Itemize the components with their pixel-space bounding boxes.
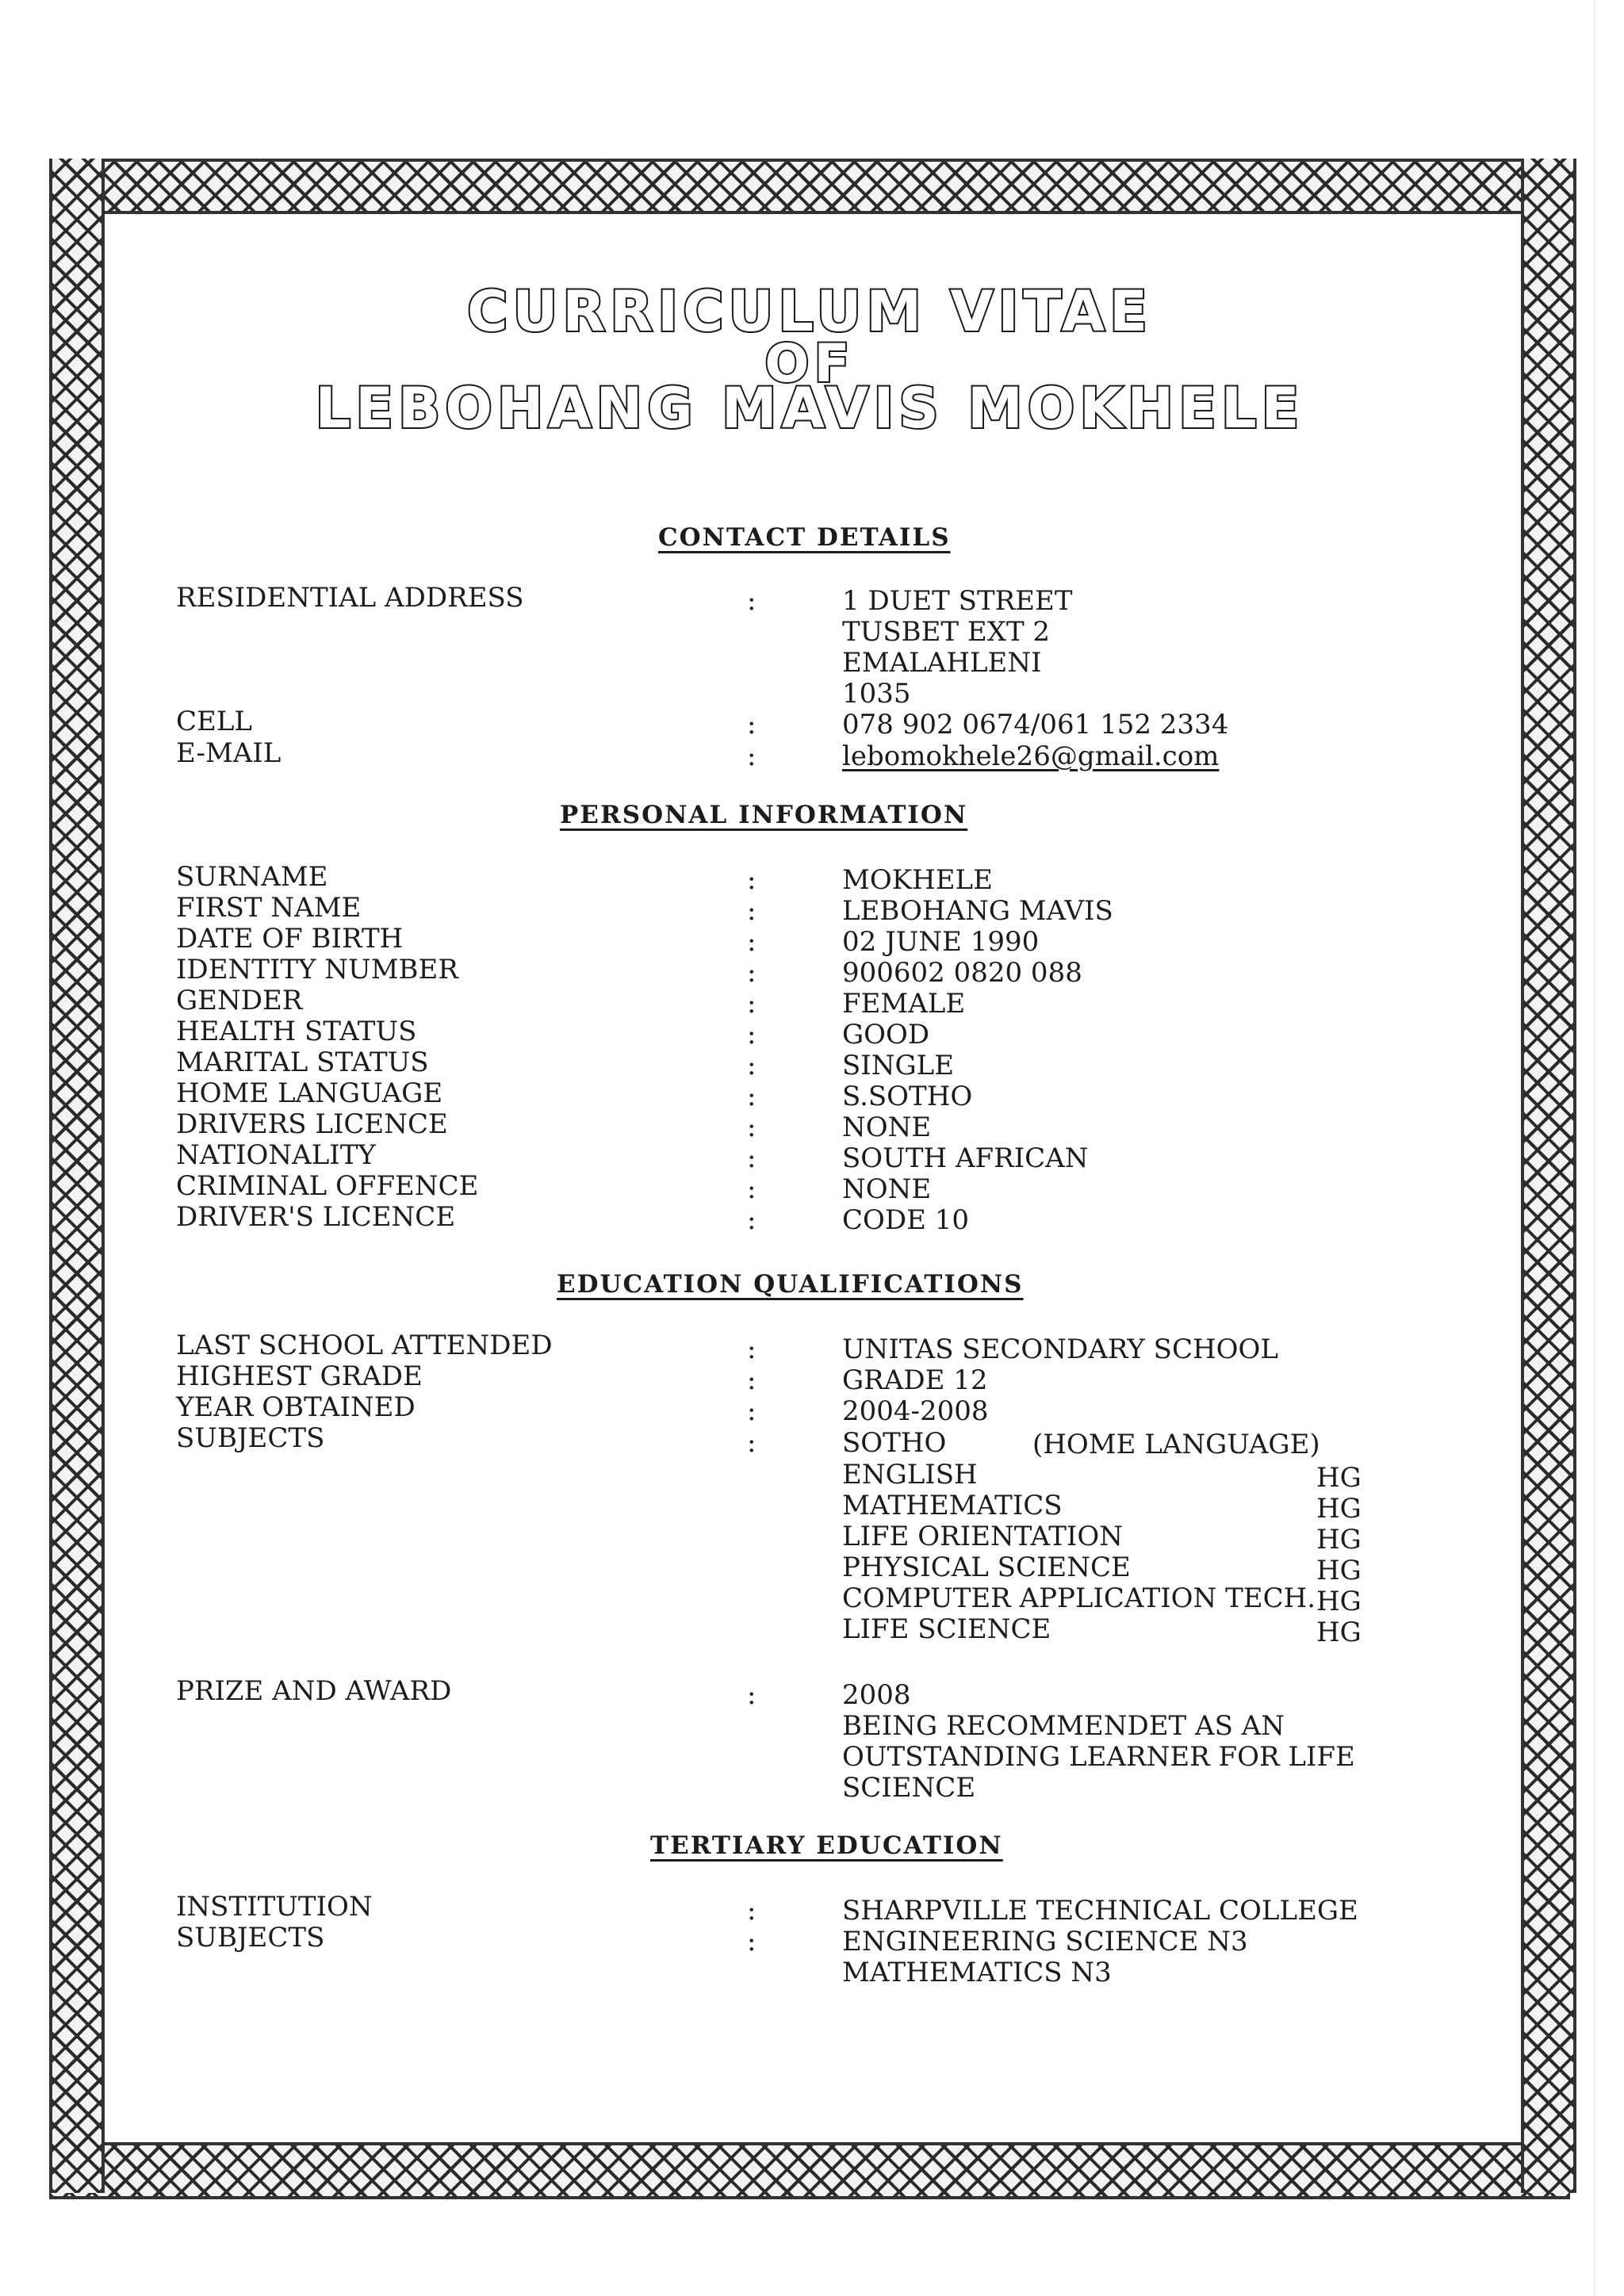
year-label: YEAR OBTAINED (176, 1391, 416, 1423)
personal-label: MARITAL STATUS (176, 1047, 429, 1078)
subject-level: HG (1316, 1586, 1362, 1617)
subject-level: HG (1316, 1617, 1362, 1648)
personal-value: FEMALE (842, 988, 966, 1020)
personal-value: SOUTH AFRICAN (842, 1142, 1089, 1174)
subject-level: HG (1316, 1493, 1362, 1525)
personal-value: GOOD (842, 1019, 930, 1050)
institution-label: INSTITUTION (176, 1891, 373, 1923)
education-qualifications-heading: EDUCATION QUALIFICATIONS (557, 1270, 1024, 1299)
prize-line: 2008 (842, 1679, 911, 1711)
address-line: 1035 (842, 678, 911, 710)
separator: : (747, 1019, 756, 1050)
separator: : (747, 1895, 756, 1927)
personal-label: DRIVERS LICENCE (176, 1108, 448, 1140)
email-label: E-MAIL (176, 737, 282, 769)
contact-details-heading: CONTACT DETAILS (658, 523, 951, 552)
separator: : (747, 585, 756, 617)
personal-label: DRIVER'S LICENCE (176, 1201, 456, 1233)
scan-edge-line (1594, 0, 1595, 2296)
school-value: UNITAS SECONDARY SCHOOL (842, 1334, 1278, 1365)
separator: : (747, 1050, 756, 1081)
personal-value: NONE (842, 1173, 932, 1205)
tertiary-subject: MATHEMATICS N3 (842, 1957, 1112, 1988)
separator: : (747, 1142, 756, 1174)
decorative-border-left (49, 159, 105, 2193)
decorative-border-right (1521, 159, 1576, 2193)
document-title-name: LEBOHANG MAVIS MOKHELE (315, 376, 1304, 441)
separator: : (747, 1112, 756, 1143)
subjects-label: SUBJECTS (176, 1422, 325, 1454)
separator: : (747, 1364, 756, 1396)
grade-value: GRADE 12 (842, 1364, 988, 1396)
personal-label: FIRST NAME (176, 892, 362, 924)
separator: : (747, 957, 756, 989)
personal-label: SURNAME (176, 861, 328, 893)
personal-value: 900602 0820 088 (842, 957, 1082, 989)
personal-value: S.SOTHO (842, 1081, 973, 1112)
personal-value: CODE 10 (842, 1204, 970, 1236)
separator: : (747, 1395, 756, 1427)
subject-name: LIFE ORIENTATION (842, 1521, 1123, 1552)
prize-line: OUTSTANDING LEARNER FOR LIFE (842, 1741, 1355, 1773)
institution-value: SHARPVILLE TECHNICAL COLLEGE (842, 1895, 1358, 1927)
grade-label: HIGHEST GRADE (176, 1360, 423, 1392)
decorative-border-top (49, 159, 1570, 214)
separator: : (747, 988, 756, 1020)
separator: : (747, 1926, 756, 1957)
separator: : (747, 1204, 756, 1236)
tertiary-subject: ENGINEERING SCIENCE N3 (842, 1926, 1248, 1957)
prize-line: BEING RECOMMENDET AS AN (842, 1710, 1285, 1742)
subject-name: MATHEMATICS (842, 1490, 1063, 1521)
subject-name: ENGLISH (842, 1459, 978, 1490)
personal-label: IDENTITY NUMBER (176, 954, 458, 985)
personal-value: NONE (842, 1112, 932, 1143)
personal-label: HOME LANGUAGE (176, 1077, 443, 1109)
subject-note: (HOME LANGUAGE) (1032, 1429, 1320, 1460)
tertiary-subjects-label: SUBJECTS (176, 1922, 325, 1954)
separator: : (747, 926, 756, 958)
address-label: RESIDENTIAL ADDRESS (176, 582, 524, 614)
school-label: LAST SCHOOL ATTENDED (176, 1330, 553, 1361)
personal-value: MOKHELE (842, 864, 993, 896)
document-title: CURRICULUM VITAE (467, 279, 1152, 344)
subject-level: HG (1316, 1462, 1362, 1494)
subject-name: LIFE SCIENCE (842, 1613, 1051, 1645)
year-value: 2004-2008 (842, 1395, 989, 1427)
cell-value: 078 902 0674/061 152 2334 (842, 709, 1229, 740)
subject-level: HG (1316, 1555, 1362, 1586)
personal-information-heading: PERSONAL INFORMATION (560, 801, 968, 829)
address-line: TUSBET EXT 2 (842, 616, 1051, 648)
address-line: 1 DUET STREET (842, 585, 1073, 617)
address-line: EMALAHLENI (842, 647, 1042, 679)
subject-name: SOTHO (842, 1427, 947, 1459)
personal-label: NATIONALITY (176, 1139, 376, 1171)
cell-label: CELL (176, 706, 252, 737)
separator: : (747, 1334, 756, 1365)
subject-name: PHYSICAL SCIENCE (842, 1552, 1131, 1583)
prize-line: SCIENCE (842, 1772, 976, 1804)
separator: : (747, 895, 756, 927)
separator: : (747, 1081, 756, 1112)
tertiary-education-heading: TERTIARY EDUCATION (650, 1831, 1003, 1860)
personal-value: LEBOHANG MAVIS (842, 895, 1113, 927)
personal-label: CRIMINAL OFFENCE (176, 1170, 479, 1202)
personal-label: DATE OF BIRTH (176, 923, 404, 955)
prize-label: PRIZE AND AWARD (176, 1675, 452, 1707)
personal-label: GENDER (176, 985, 303, 1016)
personal-label: HEALTH STATUS (176, 1016, 417, 1047)
separator: : (747, 709, 756, 740)
separator: : (747, 1173, 756, 1205)
separator: : (747, 864, 756, 896)
subject-level: HG (1316, 1524, 1362, 1556)
subject-name: COMPUTER APPLICATION TECH. (842, 1582, 1316, 1614)
separator: : (747, 1427, 756, 1459)
document-title-of: OF (764, 333, 855, 394)
email-link[interactable]: lebomokhele26@gmail.com (842, 740, 1220, 772)
personal-value: 02 JUNE 1990 (842, 926, 1040, 958)
separator: : (747, 740, 756, 772)
separator: : (747, 1679, 756, 1711)
decorative-border-bottom (49, 2142, 1570, 2199)
personal-value: SINGLE (842, 1050, 955, 1081)
